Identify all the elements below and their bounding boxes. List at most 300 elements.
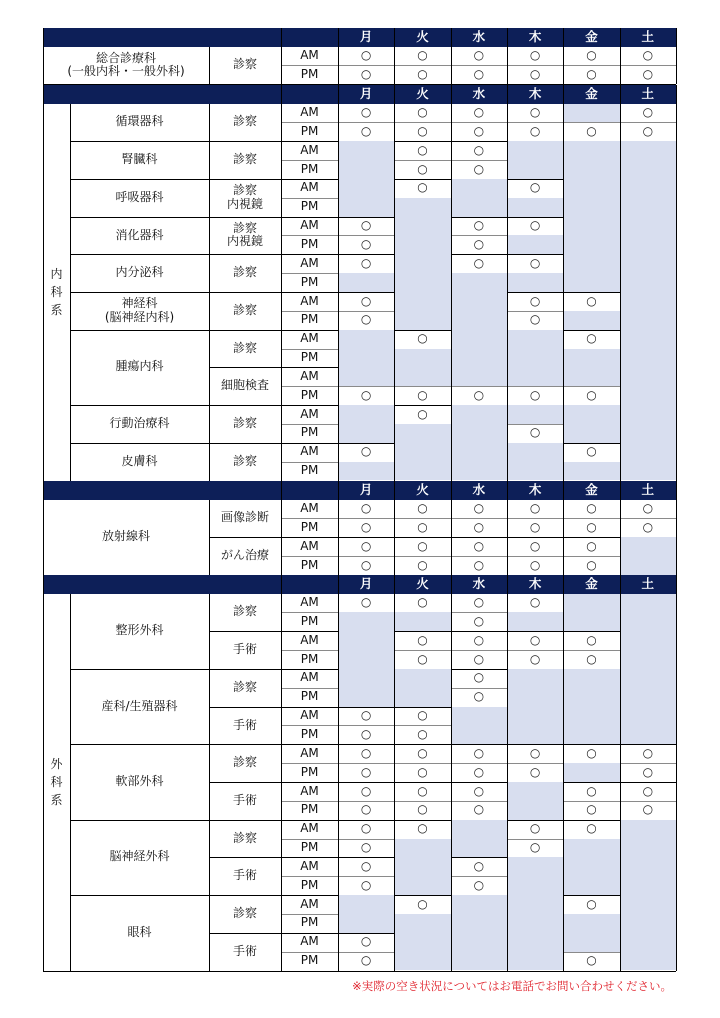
available-mark: ○ [360,783,372,798]
day-header: 火 [416,576,429,592]
available-mark: ○ [360,123,372,138]
unavailable-cell [563,839,619,858]
period-label: PM [300,387,319,402]
available-mark: ○ [417,501,428,516]
available-mark: ○ [473,557,485,572]
available-mark: ○ [417,745,428,760]
unavailable-cell [507,857,563,876]
unavailable-cell [451,198,507,217]
grid-line [451,575,452,971]
grid-line [507,28,508,84]
unavailable-cell [338,688,394,707]
grid-line [451,28,452,84]
grid-line [281,85,282,481]
grid-line [620,28,621,84]
available-mark: ○ [529,66,541,81]
grid-line [620,575,621,971]
unavailable-cell [338,462,394,481]
unavailable-cell [451,933,507,952]
day-header: 水 [472,86,486,102]
available-mark: ○ [360,557,372,572]
department-name: 行動治療科 [109,416,170,431]
available-mark: ○ [642,66,654,81]
available-mark: ○ [360,877,372,892]
unavailable-cell [394,612,450,631]
unavailable-cell [620,914,676,933]
unavailable-cell [338,160,394,179]
grid-line [507,85,508,481]
unavailable-cell [451,462,507,481]
day-header: 木 [528,576,542,592]
department-name: 神経科 (脳神経内科) [104,296,175,324]
period-label: PM [300,726,319,741]
unavailable-cell [394,254,450,273]
unavailable-cell [563,179,619,198]
period-label: PM [300,689,319,704]
available-mark: ○ [417,708,428,723]
available-mark: ○ [586,745,597,760]
unavailable-cell [338,650,394,669]
available-mark: ○ [417,557,428,572]
day-header: 水 [472,29,486,45]
available-mark: ○ [473,218,485,233]
unavailable-cell [451,405,507,424]
available-mark: ○ [586,632,597,647]
grid-line [70,104,71,481]
unavailable-cell [620,405,676,424]
available-mark: ○ [360,218,372,233]
available-mark: ○ [473,670,485,685]
unavailable-cell [338,631,394,650]
unavailable-cell [507,914,563,933]
period-label: PM [300,123,319,138]
day-header: 水 [472,576,486,592]
grid-line [43,481,44,575]
grid-line [394,481,395,575]
grid-line [563,85,564,481]
unavailable-cell [620,443,676,462]
service-type-label: 診察 [232,152,257,167]
day-header: 金 [585,29,598,45]
grid-line [338,481,339,575]
unavailable-cell [394,292,450,311]
grid-line [451,481,452,575]
unavailable-cell [620,933,676,952]
department-name: 皮膚科 [121,453,158,468]
period-label: AM [300,105,319,120]
period-label: AM [300,538,319,553]
available-mark: ○ [417,387,428,402]
unavailable-cell [507,273,563,292]
available-mark: ○ [417,651,428,666]
period-label: AM [300,368,319,383]
available-mark: ○ [586,444,597,459]
unavailable-cell [563,725,619,744]
available-mark: ○ [586,66,597,81]
available-mark: ○ [473,613,485,628]
unavailable-cell [563,914,619,933]
period-label: AM [300,858,319,873]
unavailable-cell [394,839,450,858]
service-type-label: 診察 内視鏡 [226,220,263,249]
available-mark: ○ [473,595,485,610]
unavailable-cell [507,725,563,744]
grid-line [43,85,44,481]
unavailable-cell [563,160,619,179]
unavailable-cell [338,669,394,688]
service-type-label: 細胞検査 [220,378,269,393]
grid-line [563,575,564,971]
grid-line [394,575,395,971]
available-mark: ○ [529,387,541,402]
available-mark: ○ [473,387,485,402]
unavailable-cell [620,217,676,236]
unavailable-cell [451,914,507,933]
available-mark: ○ [642,48,654,63]
unavailable-cell [338,895,394,914]
available-mark: ○ [360,387,372,402]
unavailable-cell [394,443,450,462]
unavailable-cell [507,895,563,914]
available-mark: ○ [417,764,428,779]
unavailable-cell [451,443,507,462]
service-type-label: 手術 [232,792,257,807]
day-header: 土 [641,86,655,102]
available-mark: ○ [642,764,654,779]
unavailable-cell [394,462,450,481]
grid-line [507,575,508,971]
day-header: 金 [585,576,598,592]
unavailable-cell [507,801,563,820]
department-name: 呼吸器科 [115,189,164,204]
period-label: AM [300,331,319,346]
available-mark: ○ [586,821,597,836]
unavailable-cell [507,405,563,424]
available-mark: ○ [417,180,428,195]
unavailable-cell [620,650,676,669]
period-label: AM [300,632,319,647]
department-name: 循環器科 [115,114,164,129]
grid-line [209,104,210,481]
service-type-label: 診察 [232,453,257,468]
unavailable-cell [451,367,507,386]
available-mark: ○ [360,745,372,760]
period-label: PM [300,613,319,628]
grid-line [281,28,282,84]
unavailable-cell [620,556,676,575]
unavailable-cell [507,330,563,349]
grid-line [43,971,676,973]
unavailable-cell [338,405,394,424]
unavailable-cell [563,254,619,273]
available-mark: ○ [360,821,372,836]
available-mark: ○ [360,48,372,63]
available-mark: ○ [417,142,428,157]
unavailable-cell [563,594,619,613]
available-mark: ○ [473,142,485,157]
unavailable-cell [563,311,619,330]
available-mark: ○ [529,632,541,647]
period-label: AM [300,708,319,723]
unavailable-cell [451,839,507,858]
unavailable-cell [451,292,507,311]
period-label: AM [300,142,319,157]
unavailable-cell [620,386,676,405]
available-mark: ○ [586,293,597,308]
unavailable-cell [620,707,676,726]
available-mark: ○ [473,519,485,534]
service-type-label: 画像診断 [220,510,269,525]
period-label: AM [300,293,319,308]
period-label: AM [300,745,319,760]
unavailable-cell [620,537,676,556]
unavailable-cell [563,235,619,254]
available-mark: ○ [529,651,541,666]
available-mark: ○ [642,123,654,138]
available-mark: ○ [417,595,428,610]
available-mark: ○ [529,501,541,516]
unavailable-cell [507,235,563,254]
day-header: 土 [641,576,655,592]
available-mark: ○ [360,953,372,968]
available-mark: ○ [586,557,597,572]
available-mark: ○ [360,519,372,534]
day-header: 月 [359,482,373,498]
period-label: AM [300,218,319,233]
day-header: 木 [528,482,542,498]
unavailable-cell [394,688,450,707]
available-mark: ○ [473,877,485,892]
period-label: AM [300,896,319,911]
period-label: PM [300,199,319,214]
unavailable-cell [620,669,676,688]
available-mark: ○ [473,105,485,120]
available-mark: ○ [473,255,485,270]
available-mark: ○ [529,745,541,760]
service-type-label: 診察 [232,114,257,129]
service-type-label: 手術 [232,943,257,958]
available-mark: ○ [473,745,485,760]
unavailable-cell [338,367,394,386]
grid-line [620,85,621,481]
available-mark: ○ [529,293,541,308]
grid-line [338,85,339,481]
unavailable-cell [507,367,563,386]
period-label: PM [300,350,319,365]
day-header: 土 [641,482,655,498]
available-mark: ○ [360,802,372,817]
grid-line [43,28,44,84]
department-name: 産科/生殖器科 [101,698,178,713]
department-name: 腎臓科 [121,152,158,167]
available-mark: ○ [529,764,541,779]
department-name: 腫瘍内科 [115,359,164,374]
grid-line [676,481,677,575]
unavailable-cell [620,594,676,613]
unavailable-cell [338,349,394,368]
available-mark: ○ [473,858,485,873]
day-header: 火 [416,29,429,45]
service-type-label: がん治療 [220,548,269,563]
available-mark: ○ [360,858,372,873]
available-mark: ○ [642,105,654,120]
service-type-label: 診察 [232,830,257,845]
available-mark: ○ [529,821,541,836]
section-label: 内 科 系 [50,267,63,317]
grid-line [43,575,44,971]
available-mark: ○ [586,519,597,534]
available-mark: ○ [529,840,541,855]
day-header: 火 [416,482,429,498]
available-mark: ○ [586,953,597,968]
unavailable-cell [620,631,676,650]
service-type-label: 診察 [232,679,257,694]
unavailable-cell [394,235,450,254]
unavailable-cell [451,707,507,726]
available-mark: ○ [417,406,428,421]
unavailable-cell [563,349,619,368]
unavailable-cell [338,273,394,292]
grid-line [451,85,452,481]
service-type-label: 診察 [232,906,257,921]
available-mark: ○ [360,934,372,949]
available-mark: ○ [473,632,485,647]
period-label: PM [300,425,319,440]
unavailable-cell [451,895,507,914]
available-mark: ○ [417,123,428,138]
service-type-label: 診察 [232,755,257,770]
period-label: PM [300,953,319,968]
available-mark: ○ [360,236,372,251]
available-mark: ○ [642,501,654,516]
section-label: 総合診療科 (一般内科・一般外科) [67,50,185,79]
available-mark: ○ [360,312,372,327]
day-header: 土 [641,29,655,45]
day-header: 月 [359,29,373,45]
unavailable-cell [507,160,563,179]
unavailable-cell [394,311,450,330]
department-name: 内分泌科 [115,265,164,280]
service-type-label: 診察 [232,416,257,431]
available-mark: ○ [529,218,541,233]
unavailable-cell [620,198,676,217]
available-mark: ○ [417,161,428,176]
unavailable-cell [507,707,563,726]
period-label: PM [300,802,319,817]
unavailable-cell [451,273,507,292]
department-name: 整形外科 [115,623,164,638]
available-mark: ○ [360,538,372,553]
unavailable-cell [394,349,450,368]
period-label: AM [300,670,319,685]
available-mark: ○ [586,896,597,911]
available-mark: ○ [586,501,597,516]
day-header: 水 [472,482,486,498]
available-mark: ○ [417,783,428,798]
unavailable-cell [620,820,676,839]
unavailable-cell [563,612,619,631]
unavailable-cell [620,725,676,744]
period-label: PM [300,840,319,855]
unavailable-cell [451,311,507,330]
period-label: PM [300,651,319,666]
available-mark: ○ [529,255,541,270]
available-mark: ○ [642,802,654,817]
unavailable-cell [563,217,619,236]
unavailable-cell [563,367,619,386]
day-header: 金 [585,86,598,102]
available-mark: ○ [642,519,654,534]
unavailable-cell [394,669,450,688]
grid-line [209,594,210,971]
grid-line [281,481,282,575]
period-label: AM [300,821,319,836]
unavailable-cell [563,462,619,481]
available-mark: ○ [360,726,372,741]
unavailable-cell [507,612,563,631]
available-mark: ○ [473,538,485,553]
grid-line [676,85,677,481]
unavailable-cell [338,179,394,198]
available-mark: ○ [529,123,541,138]
grid-line [281,575,282,971]
available-mark: ○ [473,236,485,251]
period-label: AM [300,934,319,949]
unavailable-cell [451,424,507,443]
available-mark: ○ [360,105,372,120]
available-mark: ○ [360,444,372,459]
available-mark: ○ [417,538,428,553]
unavailable-cell [507,198,563,217]
unavailable-cell [394,367,450,386]
unavailable-cell [620,311,676,330]
available-mark: ○ [417,632,428,647]
unavailable-cell [620,688,676,707]
day-header: 木 [528,86,542,102]
available-mark: ○ [360,501,372,516]
period-label: PM [300,557,319,572]
period-label: AM [300,406,319,421]
available-mark: ○ [417,519,428,534]
unavailable-cell [507,952,563,971]
period-label: PM [300,463,319,478]
grid-line [394,28,395,84]
available-mark: ○ [586,123,597,138]
grid-line [209,500,210,575]
unavailable-cell [507,462,563,481]
unavailable-cell [394,933,450,952]
unavailable-cell [338,612,394,631]
available-mark: ○ [529,312,541,327]
grid-line [338,575,339,971]
unavailable-cell [394,273,450,292]
period-label: AM [300,501,319,516]
unavailable-cell [620,292,676,311]
unavailable-cell [338,141,394,160]
available-mark: ○ [417,896,428,911]
unavailable-cell [507,782,563,801]
available-mark: ○ [642,783,654,798]
unavailable-cell [338,198,394,217]
unavailable-cell [507,349,563,368]
period-label: AM [300,255,319,270]
unavailable-cell [563,763,619,782]
unavailable-cell [620,952,676,971]
day-header: 金 [585,482,598,498]
grid-line [563,481,564,575]
period-label: AM [300,595,319,610]
available-mark: ○ [473,783,485,798]
